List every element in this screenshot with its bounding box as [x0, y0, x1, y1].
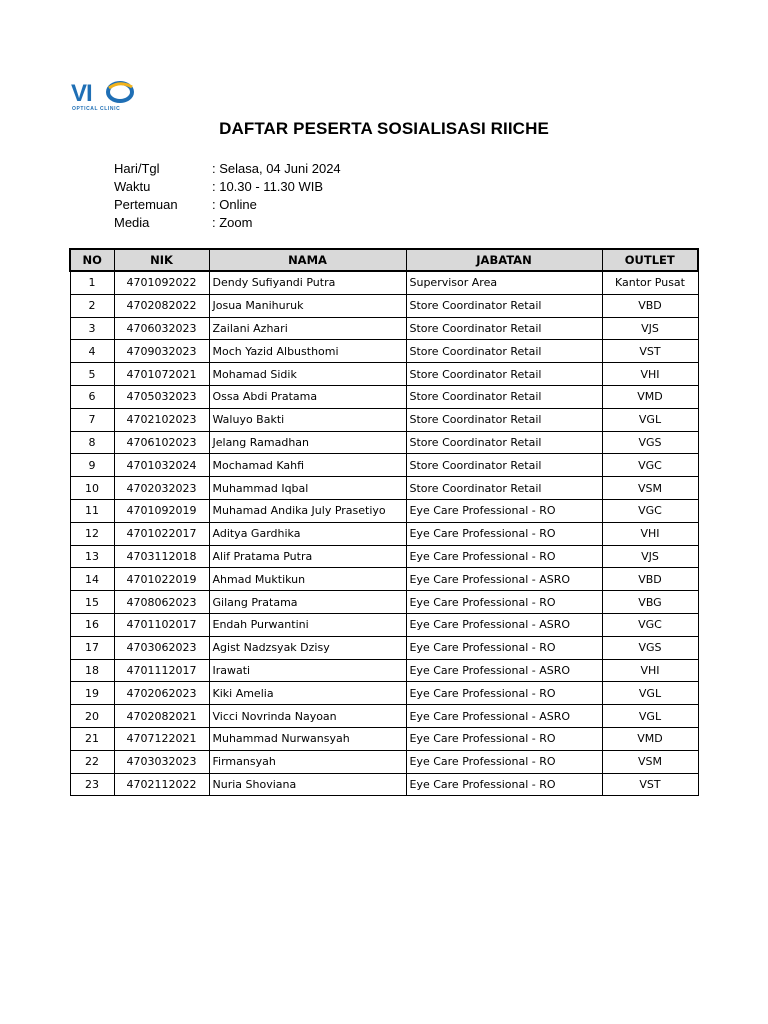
- table-row: [70, 317, 698, 340]
- cell-outlet: VMD: [602, 727, 698, 750]
- cell-nik: 4707122021: [114, 727, 209, 750]
- cell-no: 16: [70, 613, 114, 636]
- cell-jabatan: Supervisor Area: [406, 271, 602, 294]
- cell-jabatan: Eye Care Professional - RO: [406, 545, 602, 568]
- cell-nama: Irawati: [209, 659, 406, 682]
- cell-nik: 4701032024: [114, 454, 209, 477]
- cell-nama: Gilang Pratama: [209, 591, 406, 614]
- cell-nik: 4701092022: [114, 271, 209, 294]
- cell-nama: Waluyo Bakti: [209, 408, 406, 431]
- cell-no: 22: [70, 750, 114, 773]
- cell-nik: 4703032023: [114, 750, 209, 773]
- table-row: [70, 773, 698, 796]
- cell-no: 15: [70, 591, 114, 614]
- info-label: Pertemuan: [114, 197, 178, 212]
- cell-no: 4: [70, 340, 114, 363]
- cell-nik: 4703062023: [114, 636, 209, 659]
- table-row: [70, 705, 698, 728]
- participant-table: [69, 248, 699, 796]
- cell-nama: Ossa Abdi Pratama: [209, 385, 406, 408]
- cell-jabatan: Store Coordinator Retail: [406, 385, 602, 408]
- cell-no: 13: [70, 545, 114, 568]
- info-row-date: [114, 160, 341, 178]
- table-row: [70, 682, 698, 705]
- table-row: [70, 340, 698, 363]
- table-header-row: [70, 249, 698, 271]
- cell-nik: 4702082022: [114, 294, 209, 317]
- cell-outlet: VGC: [602, 613, 698, 636]
- cell-nik: 4701022019: [114, 568, 209, 591]
- cell-jabatan: Eye Care Professional - RO: [406, 591, 602, 614]
- cell-jabatan: Store Coordinator Retail: [406, 408, 602, 431]
- table-row: [70, 363, 698, 386]
- cell-outlet: VMD: [602, 385, 698, 408]
- cell-no: 17: [70, 636, 114, 659]
- cell-outlet: VGC: [602, 454, 698, 477]
- cell-nik: 4709032023: [114, 340, 209, 363]
- cell-no: 19: [70, 682, 114, 705]
- info-label: Hari/Tgl: [114, 161, 160, 176]
- cell-outlet: VST: [602, 773, 698, 796]
- cell-nama: Mohamad Sidik: [209, 363, 406, 386]
- page-title: DAFTAR PESERTA SOSIALISASI RIICHE: [219, 119, 549, 138]
- info-label: Waktu: [114, 179, 151, 194]
- cell-nama: Alif Pratama Putra: [209, 545, 406, 568]
- event-info: [114, 160, 341, 232]
- header-nama: NAMA: [209, 249, 406, 271]
- cell-outlet: VHI: [602, 363, 698, 386]
- cell-jabatan: Eye Care Professional - ASRO: [406, 705, 602, 728]
- cell-nik: 4708062023: [114, 591, 209, 614]
- cell-nama: Firmansyah: [209, 750, 406, 773]
- cell-jabatan: Store Coordinator Retail: [406, 363, 602, 386]
- cell-nama: Josua Manihuruk: [209, 294, 406, 317]
- cell-nik: 4705032023: [114, 385, 209, 408]
- cell-no: 14: [70, 568, 114, 591]
- cell-nik: 4703112018: [114, 545, 209, 568]
- header-nik: NIK: [114, 249, 209, 271]
- table-row: [70, 591, 698, 614]
- cell-no: 12: [70, 522, 114, 545]
- table-row: [70, 294, 698, 317]
- cell-nama: Agist Nadzsyak Dzisy: [209, 636, 406, 659]
- svg-text:VI: VI: [71, 80, 92, 107]
- cell-jabatan: Store Coordinator Retail: [406, 454, 602, 477]
- cell-nama: Dendy Sufiyandi Putra: [209, 271, 406, 294]
- info-row-meeting: [114, 196, 341, 214]
- cell-outlet: VJS: [602, 317, 698, 340]
- table-row: [70, 431, 698, 454]
- cell-no: 18: [70, 659, 114, 682]
- cell-outlet: VGL: [602, 705, 698, 728]
- table-row: [70, 568, 698, 591]
- cell-nama: Ahmad Muktikun: [209, 568, 406, 591]
- cell-nik: 4702112022: [114, 773, 209, 796]
- cell-no: 7: [70, 408, 114, 431]
- cell-no: 5: [70, 363, 114, 386]
- cell-jabatan: Store Coordinator Retail: [406, 317, 602, 340]
- cell-nama: Muhammad Nurwansyah: [209, 727, 406, 750]
- info-row-media: [114, 214, 341, 232]
- cell-nama: Endah Purwantini: [209, 613, 406, 636]
- table-row: [70, 271, 698, 294]
- cell-outlet: VGS: [602, 431, 698, 454]
- cell-outlet: VSM: [602, 477, 698, 500]
- info-value: : Selasa, 04 Juni 2024: [212, 161, 341, 176]
- cell-jabatan: Eye Care Professional - RO: [406, 636, 602, 659]
- svg-text:OPTICAL CLINIC: OPTICAL CLINIC: [72, 106, 121, 112]
- cell-no: 21: [70, 727, 114, 750]
- table-row: [70, 727, 698, 750]
- cell-outlet: VGS: [602, 636, 698, 659]
- cell-nama: Vicci Novrinda Nayoan: [209, 705, 406, 728]
- cell-no: 2: [70, 294, 114, 317]
- cell-jabatan: Eye Care Professional - RO: [406, 499, 602, 522]
- cell-nik: 4706102023: [114, 431, 209, 454]
- cell-nama: Nuria Shoviana: [209, 773, 406, 796]
- info-row-time: [114, 178, 341, 196]
- table-body: [70, 271, 698, 796]
- cell-nama: Kiki Amelia: [209, 682, 406, 705]
- cell-nik: 4702032023: [114, 477, 209, 500]
- cell-nama: Muhamad Andika July Prasetiyo: [209, 499, 406, 522]
- cell-jabatan: Eye Care Professional - ASRO: [406, 613, 602, 636]
- cell-outlet: VHI: [602, 659, 698, 682]
- cell-no: 23: [70, 773, 114, 796]
- cell-outlet: Kantor Pusat: [602, 271, 698, 294]
- header-jabatan: JABATAN: [406, 249, 602, 271]
- cell-no: 8: [70, 431, 114, 454]
- cell-outlet: VBD: [602, 294, 698, 317]
- cell-no: 3: [70, 317, 114, 340]
- cell-outlet: VGL: [602, 408, 698, 431]
- cell-nama: Moch Yazid Albusthomi: [209, 340, 406, 363]
- cell-outlet: VST: [602, 340, 698, 363]
- table-row: [70, 499, 698, 522]
- cell-nik: 4701022017: [114, 522, 209, 545]
- cell-outlet: VHI: [602, 522, 698, 545]
- cell-nik: 4701092019: [114, 499, 209, 522]
- cell-no: 11: [70, 499, 114, 522]
- cell-jabatan: Store Coordinator Retail: [406, 477, 602, 500]
- cell-no: 6: [70, 385, 114, 408]
- header-outlet: OUTLET: [602, 249, 698, 271]
- cell-outlet: VGC: [602, 499, 698, 522]
- cell-nama: Zailani Azhari: [209, 317, 406, 340]
- cell-jabatan: Eye Care Professional - RO: [406, 727, 602, 750]
- cell-jabatan: Eye Care Professional - RO: [406, 682, 602, 705]
- cell-no: 20: [70, 705, 114, 728]
- cell-jabatan: Eye Care Professional - ASRO: [406, 568, 602, 591]
- cell-jabatan: Eye Care Professional - RO: [406, 773, 602, 796]
- cell-nik: 4701072021: [114, 363, 209, 386]
- info-label: Media: [114, 215, 150, 230]
- cell-nik: 4702062023: [114, 682, 209, 705]
- cell-jabatan: Store Coordinator Retail: [406, 294, 602, 317]
- table-row: [70, 636, 698, 659]
- cell-outlet: VGL: [602, 682, 698, 705]
- info-value: : Online: [212, 197, 257, 212]
- cell-outlet: VSM: [602, 750, 698, 773]
- table-row: [70, 545, 698, 568]
- table-row: [70, 659, 698, 682]
- cell-jabatan: Eye Care Professional - RO: [406, 750, 602, 773]
- cell-jabatan: Store Coordinator Retail: [406, 340, 602, 363]
- cell-outlet: VJS: [602, 545, 698, 568]
- table-row: [70, 613, 698, 636]
- cell-outlet: VBD: [602, 568, 698, 591]
- cell-nik: 4701102017: [114, 613, 209, 636]
- table-row: [70, 385, 698, 408]
- header-no: NO: [70, 249, 114, 271]
- cell-no: 10: [70, 477, 114, 500]
- cell-nik: 4706032023: [114, 317, 209, 340]
- cell-nama: Aditya Gardhika: [209, 522, 406, 545]
- table-row: [70, 750, 698, 773]
- table-row: [70, 477, 698, 500]
- info-value: : 10.30 - 11.30 WIB: [212, 179, 324, 194]
- cell-jabatan: Eye Care Professional - RO: [406, 522, 602, 545]
- cell-nama: Jelang Ramadhan: [209, 431, 406, 454]
- cell-nama: Muhammad Iqbal: [209, 477, 406, 500]
- cell-nik: 4702102023: [114, 408, 209, 431]
- cell-nik: 4702082021: [114, 705, 209, 728]
- cell-jabatan: Store Coordinator Retail: [406, 431, 602, 454]
- cell-no: 9: [70, 454, 114, 477]
- table-row: [70, 454, 698, 477]
- table-row: [70, 408, 698, 431]
- info-value: : Zoom: [212, 215, 253, 230]
- cell-outlet: VBG: [602, 591, 698, 614]
- vio-logo: [70, 78, 140, 112]
- table-row: [70, 522, 698, 545]
- cell-nik: 4701112017: [114, 659, 209, 682]
- cell-jabatan: Eye Care Professional - ASRO: [406, 659, 602, 682]
- cell-no: 1: [70, 271, 114, 294]
- cell-nama: Mochamad Kahfi: [209, 454, 406, 477]
